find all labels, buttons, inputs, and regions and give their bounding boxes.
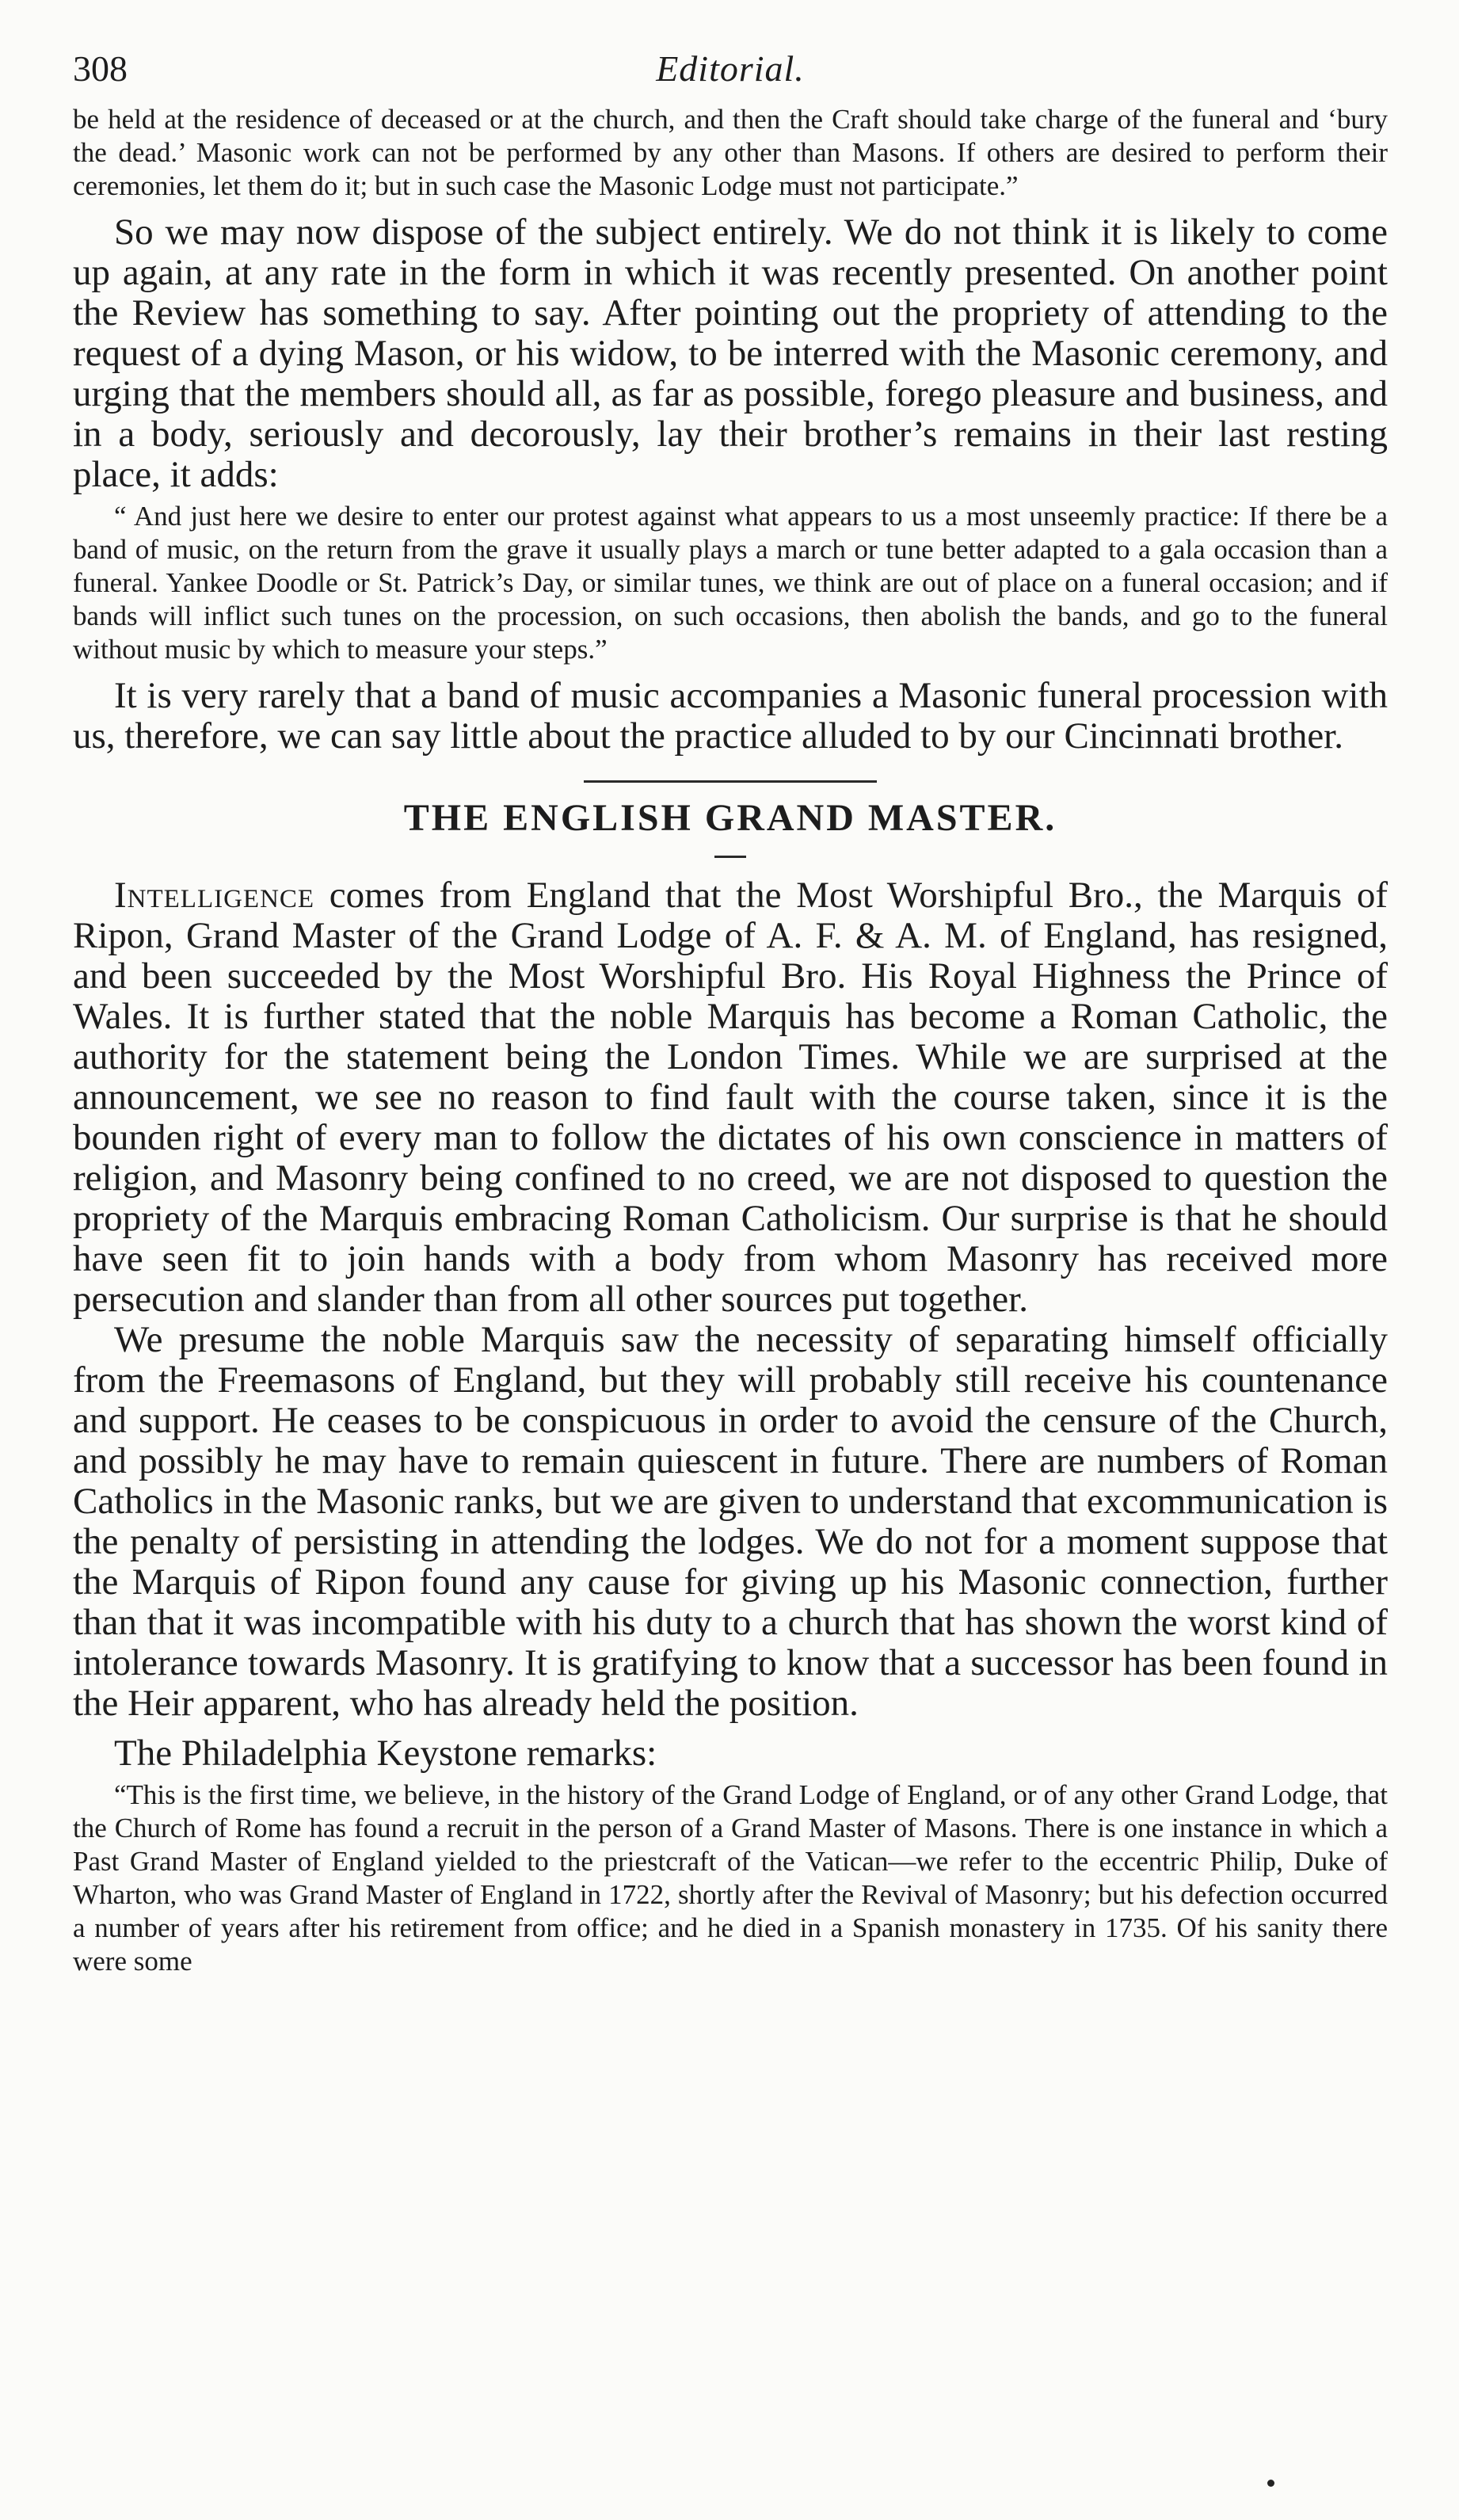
paragraph-funeral-band: It is very rarely that a band of music accompanies a Masonic funeral procession with us, therefore, we can say little about the practice alluded to by our Cincinnati brother. bbox=[73, 675, 1388, 757]
running-head: Editorial. bbox=[656, 48, 805, 89]
page bbox=[73, 48, 1388, 1978]
quote-keystone: “This is the first time, we believe, in the history of the Grand Lodge of England, or of any other Grand Lodge, that the Church of Rome has found a recruit in the person of a Grand Master of Masons. There is one instance in which a Past Grand Master of England yielded to the priestcraft of the Vatican—we refer to the eccentric Philip, Duke of Wharton, who was Grand Master of England in 1722, shortly after the Revival of Masonry; but his defection occurred a number of years after his retirement from office; and he died in a Spanish monastery in 1735. Of his sanity there were some bbox=[73, 1779, 1388, 1977]
lead-word: Intelligence bbox=[114, 875, 315, 916]
paragraph-review: So we may now dispose of the subject entirely. We do not think it is likely to come up again, at any rate in the form in which it was recently presented. On another point the Review has something to say. After pointing out the propriety of attending to the request of a dying Mason, or his widow, to be interred with the Masonic ceremony, and urging that the members should all, as far as possible, forego pleasure and business, and in a body, seriously and decorously, lay their brother’s remains in their last resting place, it adds: bbox=[73, 212, 1388, 495]
title-dash bbox=[714, 856, 746, 858]
page-number: 308 bbox=[73, 48, 128, 89]
ink-speck bbox=[1267, 2480, 1274, 2487]
paragraph-marquis: We presume the noble Marquis saw the necessity of separating himself officially from the Freemasons of England, but they will probably still receive his countenance and support. He ceases to be conspicuous in order to avoid the censure of the Church, and possibly he may have to remain quiescent in future. There are numbers of Roman Catholics in the Masonic ranks, but we are given to understand that excommunication is the penalty of persisting in attending the lodges. We do not for a moment suppose that the Marquis of Ripon found any cause for giving up his Masonic connection, further than that it was incompatible with his duty to a church that has shown the worst kind of intolerance towards Masonry. It is gratifying to know that a successor has been found in the Heir apparent, who has already held the position. bbox=[73, 1319, 1388, 1724]
quote-continuation: be held at the residence of deceased or at the church, and then the Craft should take charge of the funeral and ‘bury the dead.’ Masonic work can not be performed by any other than Masons. If others are desired to perform their ceremonies, let them do it; but in such case the Masonic Lodge must not participate.” bbox=[73, 104, 1388, 201]
paragraph-keystone: The Philadelphia Keystone remarks: bbox=[114, 1733, 657, 1774]
paragraph-intelligence bbox=[73, 875, 1388, 1320]
paragraph-intelligence-text: comes from England that the Most Worshipful Bro., the Marquis of Ripon, Grand Master of the Grand Lodge of A. F. & A. M. of England, has resigned, and been succeeded by the Most Worshipful Bro. His Royal Highness the Prince of Wales. It is further stated that the noble Marquis has become a Roman Catholic, the authority for the statement being the London Times. While we are surprised at the announcement, we see no reason to find fault with the course taken, since it is the bounden right of every man to follow the dictates of his own conscience in matters of religion, and Masonry being confined to no creed, we are not disposed to question the propriety of the Marquis embracing Roman Catholicism. Our surprise is that he should have seen fit to join hands with a body from whom Masonry has received more persecution and slander than from all other sources put together. bbox=[73, 875, 1388, 1320]
quote-band-music: “ And just here we desire to enter our protest against what appears to us a most unseemly practice: If there be a band of music, on the return from the grave it usually plays a march or tune better adapted to a gala occasion than a funeral. Yankee Doodle or St. Patrick’s Day, or similar tunes, we think are out of place on a funeral occasion; and if bands will inflict such tunes on the procession, on such occasions, then abolish the bands, and go to the funeral without music by which to measure your steps.” bbox=[73, 501, 1388, 665]
section-divider bbox=[584, 780, 877, 783]
section-title: THE ENGLISH GRAND MASTER. bbox=[403, 797, 1057, 839]
page-header bbox=[73, 48, 1388, 103]
